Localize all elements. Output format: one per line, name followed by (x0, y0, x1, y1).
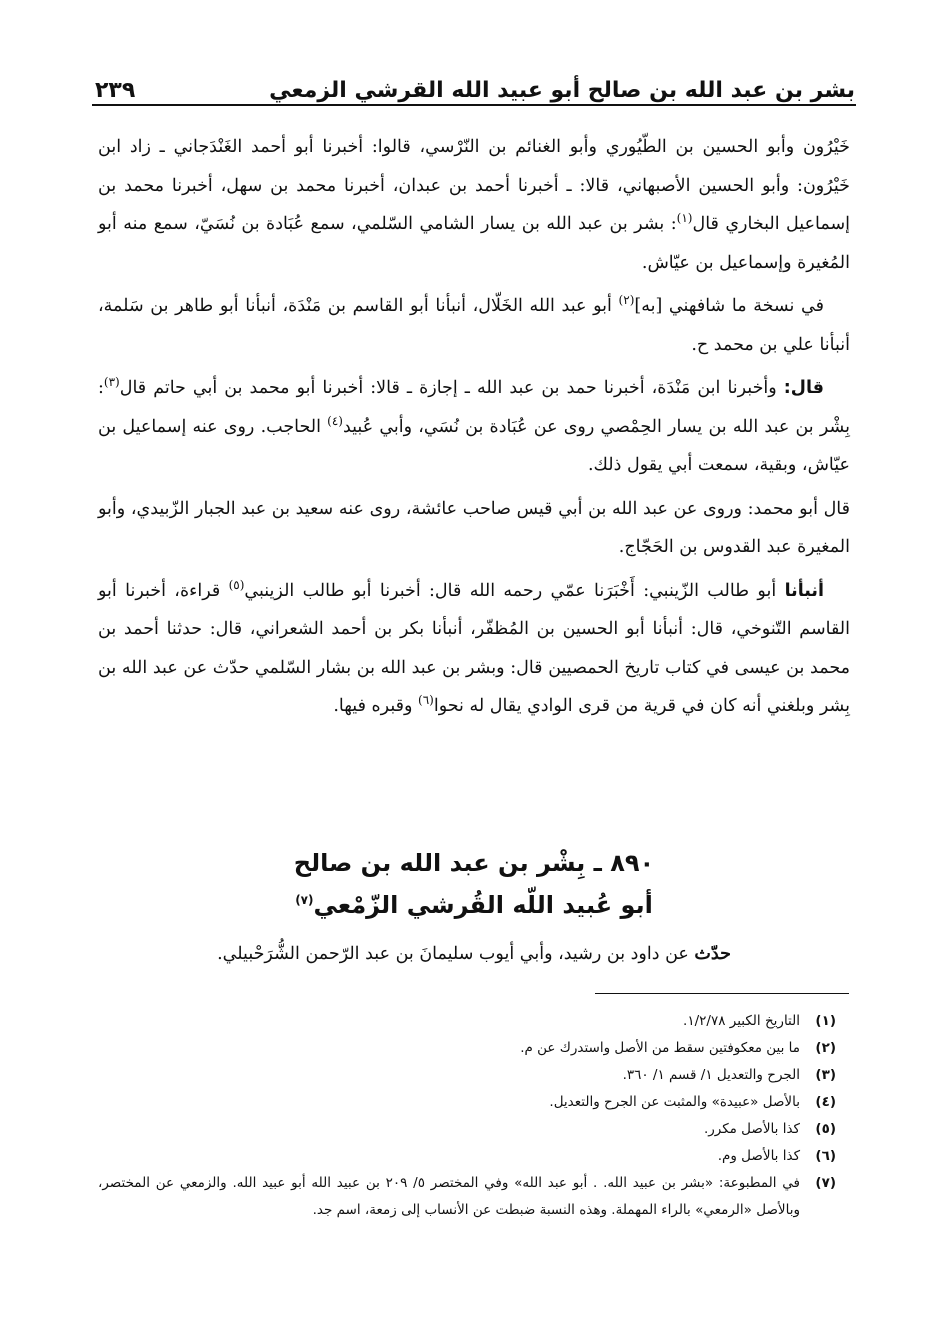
paragraph-text: خَيْرُون وأبو الحسين بن الطّيُوري وأبو الغنائم بن النّرْسي، قالوا: أخبرنا أبو أحمد الغَنْدَجاني ـ زاد ابن خَيْرُون: وأبو الحسين الأصبهاني، قالا: ـ أخبرنا أحمد بن عبدان، أخبرنا محمد بن سهل، أخبرنا محمد بن إسماعيل البخاري قال (98, 137, 850, 234)
footnote (98, 1035, 836, 1062)
footnotes (98, 1008, 836, 1224)
footnote (98, 1116, 836, 1143)
paragraph-text: قال أبو محمد: وروى عن عبد الله بن أبي قيس صاحب عائشة، روى عنه سعيد بن عبد الجبار الزّبيدي، وأبو المغيرة عبد القدوس بن الحَجّاج. (98, 498, 850, 557)
footnote-number: (٧) (815, 1175, 836, 1191)
paragraph-2 (98, 287, 850, 364)
page-number: ٢٣٩ (95, 78, 136, 103)
footnote-number: (٢) (815, 1040, 836, 1056)
footnote-text: ما بين معكوفتين سقط من الأصل واستدرك عن م. (520, 1040, 800, 1056)
paragraph-text: قراءة، أخبرنا أبو القاسم التّنوخي، قال: أنبأنا أبو الحسين بن المُظفّر، أنبأنا بكر بن أحمد الشعراني، قال: حدثنا أحمد بن محمد بن عيسى في كتاب تاريخ الحمصيين قال: وبشر بن عبد الله بن بشار السّلمي حدّث عن عبد الله بن بِشر وبلغني أنه كان في قرية من قرى الوادي يقال له نحوا (98, 580, 850, 716)
narration-text: عن داود بن رشيد، وأبي أيوب سليمانَ بن عبد الرّحمن الشُّرَحْبيلي. (217, 944, 695, 964)
footnote-number: (٤) (815, 1094, 836, 1110)
paragraph-3 (98, 369, 850, 485)
footnote-ref: (٤) (327, 413, 343, 428)
entry-narration (98, 935, 850, 973)
entry-title: ٨٩٠ ـ بِشْر بن عبد الله بن صالح (293, 849, 655, 877)
paragraph-1 (98, 128, 850, 282)
footnote-ref: (٦) (418, 693, 434, 708)
paragraph-text: في نسخة ما شافهني [به] (634, 296, 824, 316)
footnote-number: (٥) (815, 1121, 836, 1137)
paragraph-text: وقبره فيها. (333, 696, 418, 716)
paragraph-text: وأخبرنا ابن مَنْدَة، أخبرنا حمد بن عبد الله ـ إجازة ـ قالا: أخبرنا أبو محمد بن أبي حاتم قال (119, 378, 784, 398)
paragraph-text: : بشر بن عبد الله بن يسار الشامي السّلمي، سمع عُبَادة بن نُسَيّ، سمع منه أبو المُغيرة وإسماعيل بن عيّاش. (98, 214, 850, 273)
footnote-ref: (٥) (228, 577, 245, 592)
paragraph-lead: أنبأنا (784, 580, 824, 601)
footnote (98, 1170, 836, 1224)
footnote-text: الجرح والتعديل ١/ قسم ١/ ٣٦٠. (622, 1067, 800, 1083)
footnote-divider (595, 993, 849, 994)
footnote-text: كذا بالأصل وم. (717, 1148, 800, 1164)
footnote-number: (٣) (815, 1067, 836, 1083)
footnote-ref: (٣) (103, 375, 120, 390)
page-header (95, 64, 855, 106)
footnote-number: (٦) (815, 1148, 836, 1164)
footnote-ref: (٧) (295, 893, 314, 907)
footnote-ref: (٢) (618, 293, 635, 308)
footnote (98, 1062, 836, 1089)
paragraph-text: : بِشْر بن عبد الله بن يسار الحِمْصي روى عن عُبَادة بن نُسَي، وأبي عُبيد (98, 378, 850, 437)
entry-subtitle (98, 884, 850, 926)
paragraph-text: أبو عبد الله الخَلّال، أنبأنا أبو القاسم بن مَنْدَة، أنبأنا أبو طاهر بن سَلمة، أنبأنا علي بن محمد ح. (98, 296, 850, 355)
footnote-number: (١) (815, 1013, 836, 1029)
footnote-text: التاريخ الكبير ١/٢/٧٨. (683, 1013, 800, 1029)
header-divider (92, 104, 856, 106)
footnote-text: في المطبوعة: «بشر بن عبيد الله. . أبو عبد الله» وفي المختصر ٥/ ٢٠٩ بن عبيد الله أبو عبيد الله. والزمعي عن المختصر، وبالأصل «الرمعي» بالراء المهملة. وهذه النسبة ضبطت عن الأنساب إلى زمعة، اسم جد. (98, 1175, 800, 1218)
paragraph-4 (98, 490, 850, 567)
running-title: بشر بن عبد الله بن صالح أبو عبيد الله القرشي الزمعي (269, 78, 855, 103)
paragraph-text: أبو طالب الزّينبي: أَخْبَرَنا عمّي رحمه الله قال: أخبرنا أبو طالب الزينبي (244, 580, 785, 601)
footnote (98, 1008, 836, 1035)
footnote (98, 1089, 836, 1116)
narration-lead: حدّث (694, 944, 731, 964)
footnote-text: بالأصل «عبيدة» والمثبت عن الجرح والتعديل. (549, 1094, 800, 1110)
footnote (98, 1143, 836, 1170)
paragraph-lead: قال: (783, 378, 824, 398)
main-text (98, 128, 850, 731)
paragraph-text: الحاجب. روى عنه إسماعيل بن عيّاش، وبقية، سمعت أبي يقول ذلك. (98, 416, 850, 475)
entry-heading (98, 842, 850, 926)
footnote-text: كذا بالأصل مكرر. (703, 1121, 800, 1137)
paragraph-5 (98, 572, 850, 726)
footnote-ref: (١) (676, 211, 693, 226)
entry-kunya: أبو عُبيد اللّه القُرشي الزّمْعي (313, 891, 653, 919)
